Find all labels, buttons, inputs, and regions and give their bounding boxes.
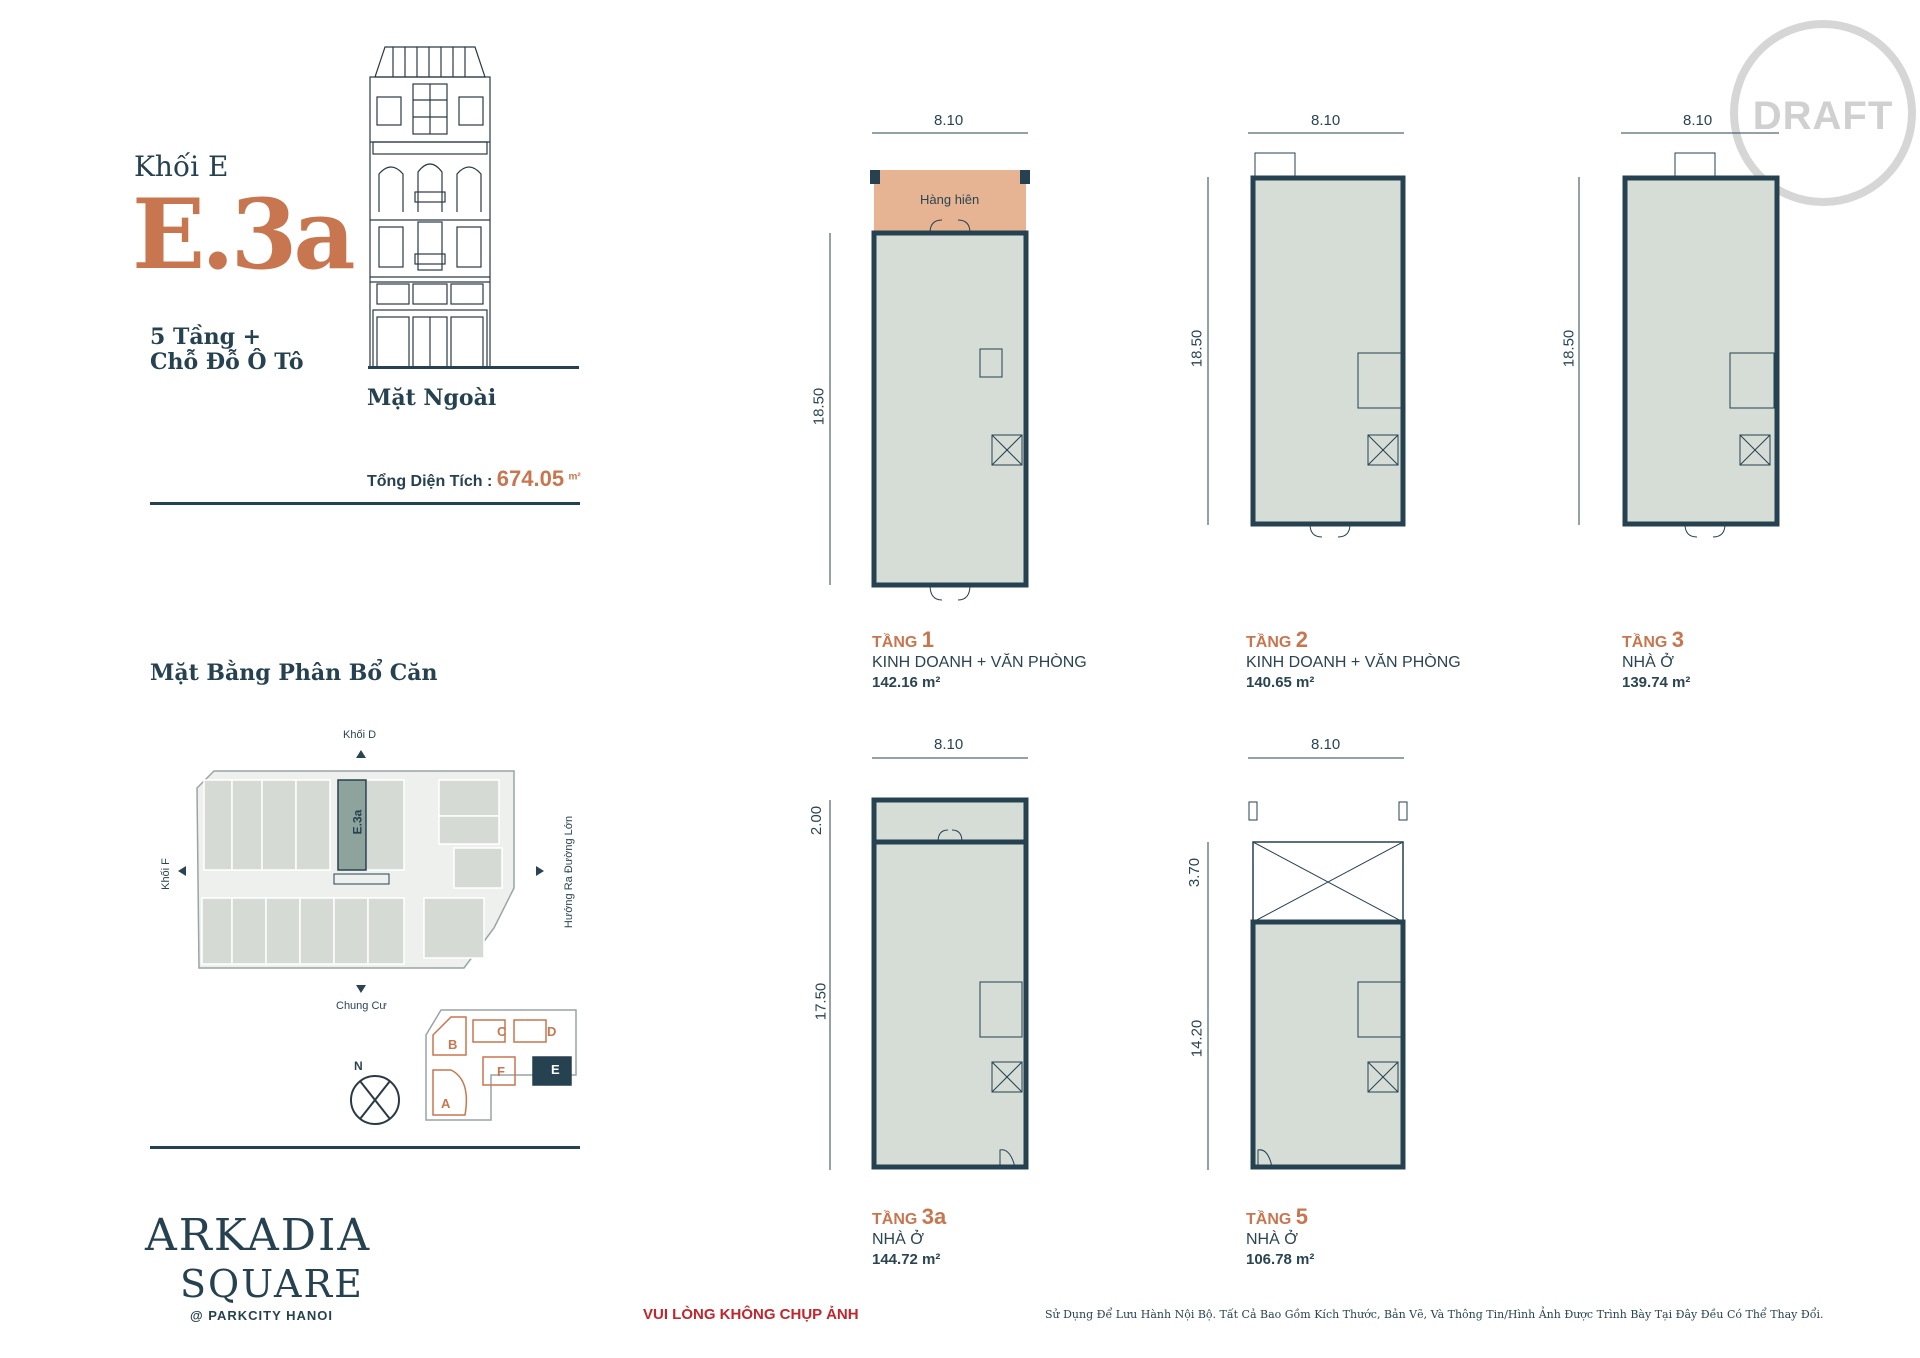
site-plan-map: [194, 768, 534, 973]
block-e-label: E: [551, 1062, 560, 1077]
floor1-prefix: TẦNG: [872, 634, 918, 651]
floors-description: 5 Tầng + Chỗ Đỗ Ô Tô: [150, 324, 304, 375]
south-neighbor-label: Chung Cư: [336, 1000, 387, 1012]
floor5-use: NHÀ Ở: [1246, 1231, 1298, 1248]
floor1-number: 1: [921, 627, 935, 652]
north-arrow-icon: [356, 750, 366, 758]
floor3a-plan: [800, 750, 1060, 1180]
floor3-depth: 18.50: [1560, 329, 1578, 368]
floor3-width: 8.10: [1683, 112, 1713, 129]
block-a-label: A: [441, 1096, 451, 1111]
floor2-use: KINH DOANH + VĂN PHÒNG: [1246, 654, 1461, 671]
facade-label: Mặt Ngoài: [367, 385, 497, 411]
east-arrow-icon: [536, 866, 544, 876]
floor2-number: 2: [1295, 627, 1309, 652]
brand-tagline: @ PARKCITY HANOI: [190, 1308, 334, 1323]
brand-name: ARKADIA: [145, 1210, 372, 1261]
floor3a-use: NHÀ Ở: [872, 1231, 924, 1248]
floor2-plan: [1180, 125, 1430, 555]
floor2-area: 140.65 m²: [1246, 674, 1315, 691]
floor2-prefix: TẦNG: [1246, 634, 1292, 651]
floor5-width: 8.10: [1311, 736, 1341, 753]
total-area: [367, 466, 581, 492]
total-area-label: Tổng Diện Tích :: [367, 473, 493, 490]
no-photo-notice: VUI LÒNG KHÔNG CHỤP ẢNH: [643, 1306, 859, 1323]
floor1-use: KINH DOANH + VĂN PHÒNG: [872, 654, 1087, 671]
floor3a-depth: 17.50: [812, 982, 830, 1021]
floor2-width: 8.10: [1311, 112, 1341, 129]
distribution-title: Mặt Bằng Phân Bổ Căn: [150, 660, 438, 686]
floor3-plan: [1555, 125, 1805, 555]
block-c-label: C: [497, 1024, 507, 1039]
block-d-label: D: [547, 1024, 557, 1039]
floor5-number: 5: [1295, 1204, 1309, 1229]
floor1-width: 8.10: [934, 112, 964, 129]
floor3a-prefix: TẦNG: [872, 1211, 918, 1228]
floor1-porch-label: Hàng hiên: [920, 192, 980, 207]
floor1-depth: 18.50: [810, 387, 828, 426]
floor5-plan: [1180, 750, 1430, 1180]
facade-baseline: [368, 366, 579, 369]
north-neighbor-label: Khối D: [343, 729, 377, 741]
unit-code-title: E.3a: [132, 178, 352, 291]
highlighted-unit-label: E.3a: [350, 809, 365, 835]
floor5-caption: [1246, 1204, 1315, 1270]
floor1-caption: [872, 627, 1087, 693]
disclaimer: Sử Dụng Để Lưu Hành Nội Bộ. Tất Cả Bao Gồm Kích Thước, Bản Vẽ, Và Thông Tin/Hình Ảnh Được Trình Bày Tại Đây Đều Có Thể Thay Đổi.: [1045, 1308, 1824, 1321]
brand-name-sub: SQUARE: [180, 1262, 364, 1306]
floor5-depth-top: 3.70: [1186, 857, 1204, 888]
draft-stamp-text: DRAFT: [1752, 94, 1894, 138]
compass-label: N: [354, 1059, 363, 1073]
floor3-number: 3: [1671, 627, 1685, 652]
floor3a-width: 8.10: [934, 736, 964, 753]
compass-icon: [348, 1073, 402, 1127]
total-area-unit: m²: [568, 471, 581, 483]
west-arrow-icon: [178, 866, 186, 876]
header-divider: [150, 502, 580, 505]
block-label: Khối E: [134, 150, 229, 183]
floor3-caption: [1622, 627, 1691, 693]
floor3a-depth-top: 2.00: [808, 805, 826, 836]
west-neighbor-label: Khối F: [159, 858, 172, 890]
floor3a-number: 3a: [921, 1204, 947, 1229]
floor2-depth: 18.50: [1188, 329, 1206, 368]
facade-illustration: [365, 42, 495, 367]
floor1-area: 142.16 m²: [872, 674, 941, 691]
floor5-area: 106.78 m²: [1246, 1251, 1315, 1268]
floor3a-caption: [872, 1204, 947, 1270]
east-neighbor-label: Hướng Ra Đường Lớn: [563, 815, 576, 929]
total-area-value: 674.05: [496, 466, 565, 491]
floor3-use: NHÀ Ở: [1622, 654, 1674, 671]
floor2-caption: [1246, 627, 1461, 693]
floor3-prefix: TẦNG: [1622, 634, 1668, 651]
map-divider: [150, 1146, 580, 1149]
south-arrow-icon: [356, 985, 366, 993]
floor5-depth: 14.20: [1188, 1019, 1206, 1058]
block-f-label: F: [497, 1064, 505, 1079]
floor3a-area: 144.72 m²: [872, 1251, 941, 1268]
floor5-prefix: TẦNG: [1246, 1211, 1292, 1228]
block-b-label: B: [448, 1037, 458, 1052]
floor3-area: 139.74 m²: [1622, 674, 1691, 691]
